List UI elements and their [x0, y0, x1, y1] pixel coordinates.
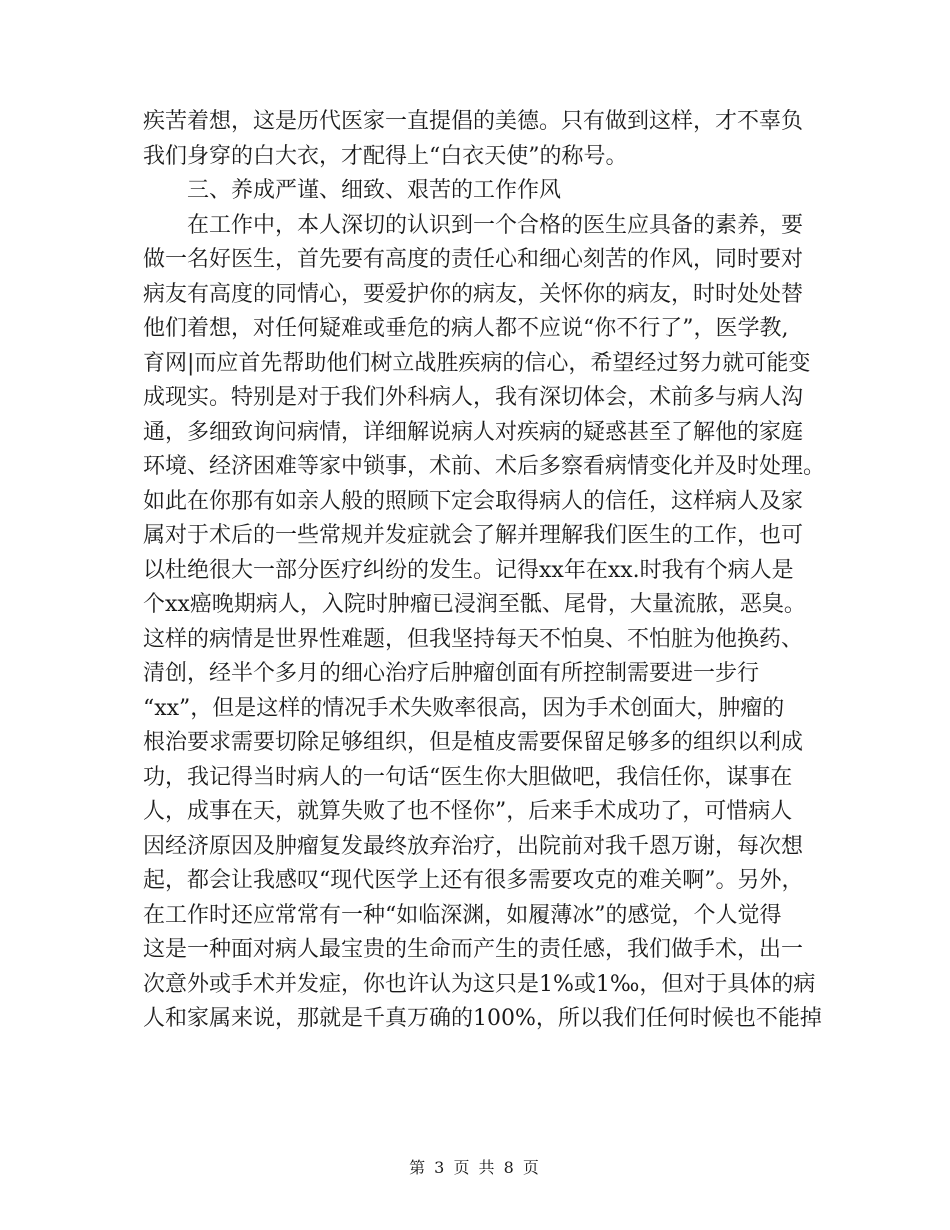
page-number-footer: 第 3 页 共 8 页: [409, 1158, 541, 1177]
text-line: 人，成事在天，就算失败了也不怪你”，后来手术成功了，可惜病人: [143, 799, 793, 824]
text-line: 属对于术后的一些常规并发症就会了解并理解我们医生的工作，也可: [143, 523, 804, 548]
document-body: [143, 105, 826, 1037]
text-line: 根治要求需要切除足够组织，但是植皮需要保留足够多的组织以利成: [143, 730, 804, 755]
text-line: 成现实。特别是对于我们外科病人，我有深切体会，术前多与病人沟: [143, 385, 804, 410]
text-line: 以杜绝很大一部分医疗纠纷的发生。记得xx年在xx.时我有个病人是: [143, 557, 794, 583]
text-line: 病友有高度的同情心，要爱护你的病友，关怀你的病友，时时处处替: [143, 281, 804, 307]
text-line: 在工作时还应常常有一种“如临深渊，如履薄冰”的感觉，个人觉得: [143, 902, 782, 928]
text-line: 通，多细致询问病情，详细解说病人对疾病的疑惑甚至了解他的家庭: [143, 419, 804, 445]
text-line: 起，都会让我感叹“现代医学上还有很多需要攻克的难关啊”。另外，: [143, 868, 804, 893]
text-line: 人和家属来说，那就是千真万确的100%，所以我们任何时候也不能掉: [143, 1006, 822, 1031]
text-line: 功，我记得当时病人的一句话“医生你大胆做吧，我信任你，谋事在: [143, 764, 793, 790]
text-line: 次意外或手术并发症，你也许认为这只是1%或1‰，但对于具体的病: [143, 971, 816, 997]
text-line: 育网|而应首先帮助他们树立战胜疾病的信心，希望经过努力就可能变: [143, 350, 811, 376]
paragraph-first-line: 在工作中，本人深切的认识到一个合格的医生应具备的素养，要: [187, 212, 804, 238]
text-line: 这样的病情是世界性难题，但我坚持每天不怕臭、不怕脏为他换药、: [143, 626, 804, 652]
text-line: 他们着想，对任何疑难或垂危的病人都不应说“你不行了”，医学教,: [143, 316, 789, 341]
text-line: 我们身穿的白大衣，才配得上“白衣天使”的称号。: [143, 143, 628, 169]
text-line: 疾苦着想，这是历代医家一直提倡的美德。只有做到这样，才不辜负: [143, 109, 804, 134]
section-heading: 三、养成严谨、细致、艰苦的工作作风: [187, 178, 562, 203]
text-line: 做一名好医生，首先要有高度的责任心和细心刻苦的作风，同时要对: [143, 247, 804, 272]
text-line: 因经济原因及肿瘤复发最终放弃治疗，出院前对我千恩万谢，每次想: [143, 833, 804, 859]
text-line: 这是一种面对病人最宝贵的生命而产生的责任感，我们做手术，出一: [143, 937, 804, 962]
text-line: 清创，经半个多月的细心治疗后肿瘤创面有所控制需要进一步行: [143, 661, 760, 686]
text-line: 如此在你那有如亲人般的照顾下定会取得病人的信任，这样病人及家: [143, 488, 804, 514]
text-line: 环境、经济困难等家中锁事，术前、术后多察看病情变化并及时处理。: [143, 454, 826, 479]
text-line: 个xx癌晚期病人，入院时肿瘤已浸润至骶、尾骨，大量流脓，恶臭。: [143, 592, 806, 617]
text-line: “xx”，但是这样的情况手术失败率很高，因为手术创面大，肿瘤的: [143, 695, 785, 721]
